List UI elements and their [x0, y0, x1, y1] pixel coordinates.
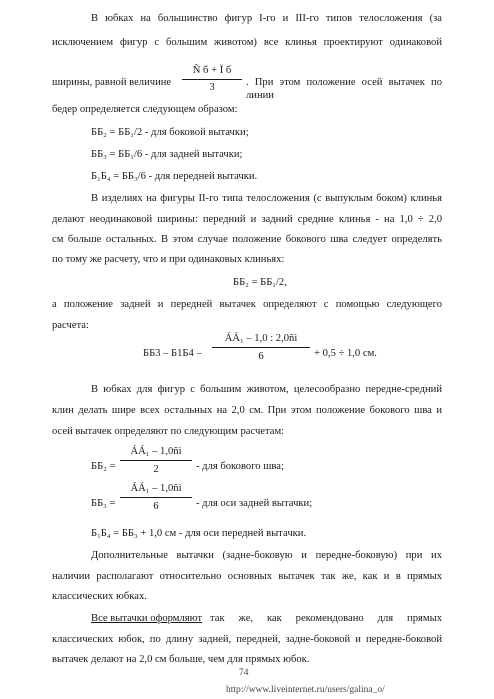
paragraph-2-line-3: см больше остальных. В этом случае положение бокового шва следует определять: [52, 234, 442, 245]
formula-main-lhs: ББ3 – Б1Б4 –: [143, 348, 202, 359]
paragraph-3-line-1: а положение задней и передней вытачек определяют с помощью следующего: [52, 299, 442, 310]
paragraph-2-line-1: В изделиях на фигуры II-го типа телосложения (с выпуклым боком) клинья: [91, 193, 442, 204]
formula-side-numerator: ÁÁ₁ – 1,0ñì: [130, 446, 182, 457]
watermark-url: http://www.liveinternet.ru/users/galina_o/: [226, 685, 385, 695]
formula-main-rhs: + 0,5 ÷ 1,0 см.: [314, 348, 377, 359]
paragraph-4-line-2: клин делать шире всех остальных на 2,0 см. При этом положение бокового шва и: [52, 405, 442, 416]
paragraph-1-line-3-start: ширины, равной величине: [52, 77, 172, 88]
paragraph-1-line-2: исключением фигур с большим животом) все клинья проектируют одинаковой: [52, 37, 442, 48]
paragraph-2-line-2: делают неодинаковой ширины: передний и задний средние клинья - на 1,0 ÷ 2,0: [52, 214, 442, 225]
formula-back-numerator: ÁÁ₁ – 1,0ñì: [130, 483, 182, 494]
paragraph-6-line-2: классических юбок, по длину задней, передней, задне-боковой и передне-боковой: [52, 634, 442, 645]
formula-side-lhs: ББ₂ =: [91, 461, 116, 472]
paragraph-4-line-3: осей вытачек определяют по следующим расчетам:: [52, 426, 285, 437]
paragraph-5-line-1: Дополнительные вытачки (задне-боковую и передне-боковую) при их: [91, 550, 442, 561]
formula-side-bar: [120, 460, 192, 461]
rule-front-dart-axis: Б₁Б₄ = ББ₃ + 1,0 см - для оси передней вытачки.: [91, 528, 307, 539]
paragraph-1-line-4: бедер определяется следующем образом:: [52, 104, 238, 115]
width-fraction-numerator: Ñ б + Ï б: [192, 65, 232, 76]
width-fraction-bar: [182, 79, 242, 80]
paragraph-6-line-1-rest: так же, как рекомендовано для прямых: [210, 613, 442, 624]
paragraph-1-line-3-end: . При этом положение осей вытачек по линии: [246, 77, 442, 101]
formula-main-denominator: 6: [258, 351, 264, 362]
formula-back-bar: [120, 497, 192, 498]
formula-bb2-centered: ББ₂ = ББ₁/2,: [233, 277, 287, 288]
formula-main-numerator: ÁÁ₁ – 1,0 : 2,0ñì: [224, 333, 298, 344]
formula-side-denominator: 2: [153, 464, 159, 475]
paragraph-2-line-4: по тому же расчету, что и при одинаковых клиньях:: [52, 254, 285, 265]
formula-main-bar: [212, 347, 310, 348]
paragraph-4-line-1: В юбках для фигур с большим животом, целесообразно передне-средний: [91, 384, 442, 395]
paragraph-6-line-3: вытачек делают на 2,0 см больше, чем для прямых юбок.: [52, 654, 310, 665]
width-fraction-denominator: 3: [209, 82, 215, 93]
page-number: 74: [239, 668, 249, 678]
paragraph-5-line-3: классических юбках.: [52, 591, 147, 602]
paragraph-5-line-2: наличии располагают относительно основных вытачек так же, как и в прямых: [52, 571, 442, 582]
rule-back-dart: ББ₃ = ББ₁/6 - для задней вытачки;: [91, 149, 243, 160]
paragraph-6-underlined-phrase: Все вытачки оформляют: [91, 613, 203, 624]
formula-back-lhs: ББ₃ =: [91, 498, 116, 509]
rule-side-dart: ББ₂ = ББ₁/2 - для боковой вытачки;: [91, 127, 249, 138]
paragraph-1-line-1: В юбках на большинство фигур I-го и III-го типов телосложения (за: [91, 13, 442, 24]
formula-side-rhs: - для бокового шва;: [196, 461, 284, 472]
rule-front-dart: Б₁Б₄ = ББ₃/6 - для передней вытачки.: [91, 171, 258, 182]
paragraph-3-line-2: расчета:: [52, 320, 89, 331]
formula-back-rhs: - для оси задней вытачки;: [196, 498, 313, 509]
formula-back-denominator: 6: [153, 501, 159, 512]
